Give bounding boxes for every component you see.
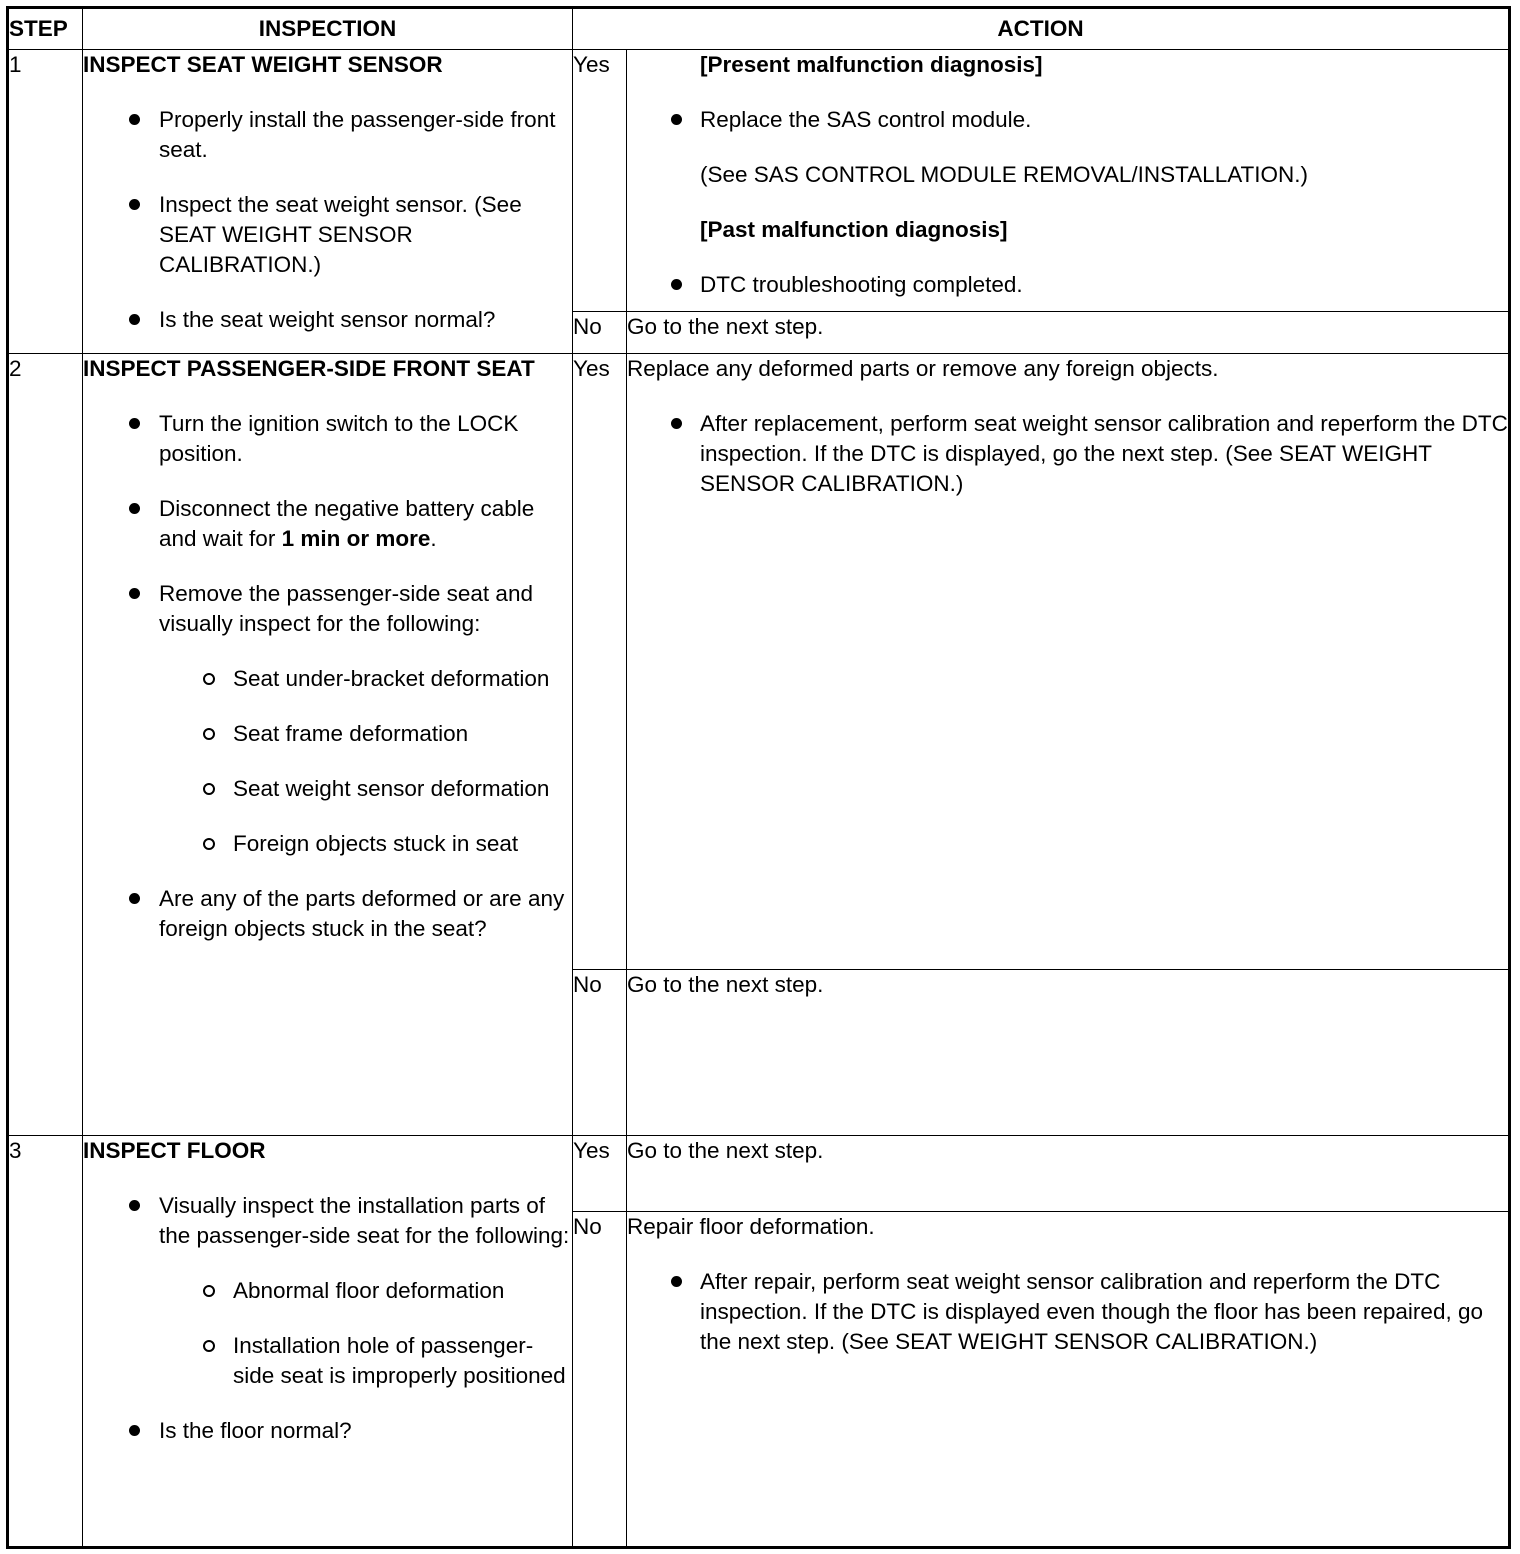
step-header: STEP: [8, 8, 83, 50]
step-2-yes-label: Yes: [573, 354, 627, 970]
step-2-yes-action: [627, 354, 1510, 970]
list-item: Turn the ignition switch to the LOCK position.: [83, 409, 572, 469]
step-2-no-label: No: [573, 970, 627, 1136]
b2-duration: 1 min or more: [281, 526, 431, 551]
step-3-yes-label: Yes: [573, 1136, 627, 1212]
step-2-yes-list: [627, 409, 1508, 499]
list-item: Replace the SAS control module.: [627, 105, 1508, 135]
list-item: Abnormal floor deformation: [83, 1276, 572, 1306]
list-item: Properly install the passenger-side front seat.: [83, 105, 572, 165]
list-item: [83, 494, 572, 554]
list-item: [83, 1191, 572, 1391]
past-list: [627, 270, 1508, 300]
step-3-inspection: [83, 1136, 573, 1548]
list-item: Seat under-bracket deformation: [83, 664, 572, 694]
step-3-title: INSPECT FLOOR: [83, 1138, 266, 1163]
step-3-yes-row: [8, 1136, 1510, 1212]
step-3-number: 3: [8, 1136, 83, 1548]
step-2-title: INSPECT PASSENGER-SIDE FRONT SEAT: [83, 356, 535, 381]
step-2-bullets: [83, 409, 572, 944]
step-1-no-label: No: [573, 312, 627, 354]
step-3-bullets: [83, 1191, 572, 1446]
b2-text: Disconnect the negative battery cable and wait for: [159, 496, 535, 551]
list-item: Foreign objects stuck in seat: [83, 829, 572, 859]
list-item: Installation hole of passenger-side seat is improperly positioned: [83, 1331, 572, 1391]
list-item: After repair, perform seat weight sensor calibration and reperform the DTC inspection. If the DTC is displayed even though the floor has been repaired, go the next step. (See SEAT WEIGHT SENSOR CALIBRATION.): [627, 1267, 1508, 1357]
troubleshooting-table: [6, 6, 1511, 1549]
action-header: ACTION: [573, 8, 1510, 50]
header-row: [8, 8, 1510, 50]
step-1-no-action: Go to the next step.: [627, 312, 1510, 354]
step-2-inspection: [83, 354, 573, 1136]
present-malfunction-heading: [Present malfunction diagnosis]: [700, 52, 1043, 77]
list-item: Are any of the parts deformed or are any foreign objects stuck in the seat?: [83, 884, 572, 944]
step-3-no-list: [627, 1267, 1508, 1357]
present-list: [627, 105, 1508, 135]
b2-end: .: [430, 526, 437, 551]
past-malfunction-heading: [Past malfunction diagnosis]: [700, 217, 1008, 242]
list-item: DTC troubleshooting completed.: [627, 270, 1508, 300]
list-item: Is the seat weight sensor normal?: [83, 305, 572, 335]
step-3-no-action: [627, 1212, 1510, 1548]
step-3-no-label: No: [573, 1212, 627, 1548]
step-1-inspection: [83, 50, 573, 354]
step-1-yes-action: [627, 50, 1510, 312]
b3-text: Remove the passenger-side seat and visually inspect for the following:: [159, 581, 533, 636]
step-1-bullets: [83, 105, 572, 335]
list-item: [83, 579, 572, 859]
step-2-yes-row: [8, 354, 1510, 970]
step-3-no-text: Repair floor deformation.: [627, 1214, 875, 1239]
step-3-yes-action: Go to the next step.: [627, 1136, 1510, 1212]
step-2-number: 2: [8, 354, 83, 1136]
step-1-number: 1: [8, 50, 83, 354]
step-3-sub-bullets: [159, 1276, 572, 1391]
present-reference: (See SAS CONTROL MODULE REMOVAL/INSTALLATION.): [700, 162, 1309, 187]
step-2-sub-bullets: [159, 664, 572, 859]
list-item: Is the floor normal?: [83, 1416, 572, 1446]
b1-text: Visually inspect the installation parts of the passenger-side seat for the following:: [159, 1193, 570, 1248]
step-2-no-action: Go to the next step.: [627, 970, 1510, 1136]
step-1-yes-label: Yes: [573, 50, 627, 312]
step-2-yes-text: Replace any deformed parts or remove any foreign objects.: [627, 356, 1219, 381]
inspection-header: INSPECTION: [83, 8, 573, 50]
list-item: Seat frame deformation: [83, 719, 572, 749]
step-1-title: INSPECT SEAT WEIGHT SENSOR: [83, 52, 443, 77]
list-item: After replacement, perform seat weight sensor calibration and reperform the DTC inspection. If the DTC is displayed, go the next step. (See SEAT WEIGHT SENSOR CALIBRATION.): [627, 409, 1508, 499]
step-1-yes-row: [8, 50, 1510, 312]
list-item: Seat weight sensor deformation: [83, 774, 572, 804]
list-item: Inspect the seat weight sensor. (See SEAT WEIGHT SENSOR CALIBRATION.): [83, 190, 572, 280]
